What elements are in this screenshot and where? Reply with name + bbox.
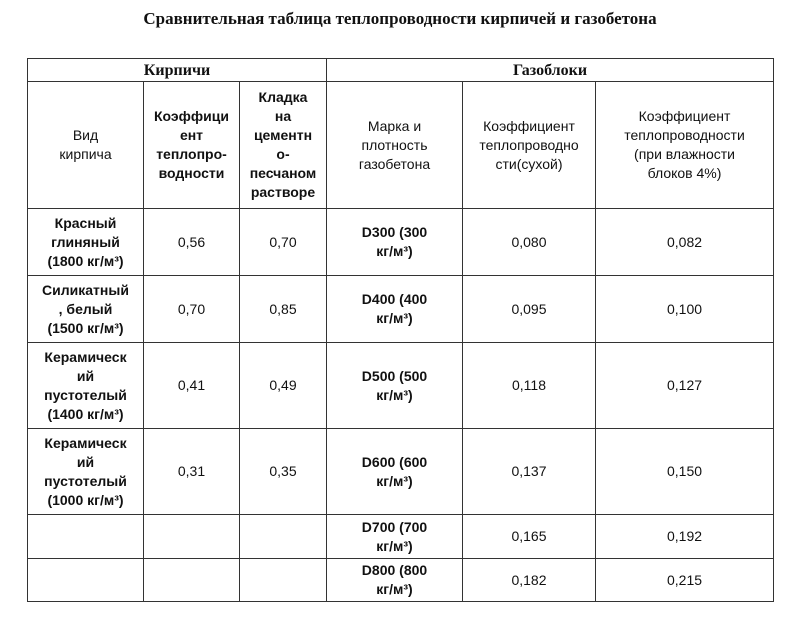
header-line: о- (276, 146, 290, 162)
brick-type-line: (1000 кг/м³) (47, 491, 124, 508)
header-line: (при влажности (634, 146, 735, 162)
brick-type-line: Силикатный (42, 281, 129, 298)
header-line: теплопроводности (624, 127, 745, 143)
header-line: сти(сухой) (495, 155, 563, 172)
gas-dry-cell: 0,118 (463, 343, 596, 429)
page-title: Сравнительная таблица теплопроводности кирпичей и газобетона (143, 9, 657, 28)
brick-type-line: Красный (54, 214, 117, 231)
brick-coefficient-cell (144, 559, 240, 602)
gas-dry-cell: 0,165 (463, 515, 596, 559)
gas-wet-cell: 0,082 (596, 209, 774, 276)
brick-type-line: (1400 кг/м³) (47, 405, 124, 422)
header-line: песчаном (249, 165, 317, 181)
header-line: Коэффициент (638, 108, 731, 124)
header-line: Марка и (367, 117, 422, 134)
column-header-row (28, 82, 774, 209)
brick-masonry-cell: 0,85 (240, 276, 327, 343)
grade-line: кг/м³) (376, 537, 413, 554)
grade-line: кг/м³) (376, 472, 413, 489)
grade-line: кг/м³) (376, 386, 413, 403)
gas-grade-cell (327, 559, 463, 602)
brick-type-cell (28, 276, 144, 343)
gas-grade-cell (327, 429, 463, 515)
gas-wet-cell: 0,100 (596, 276, 774, 343)
comparison-table (27, 58, 774, 602)
header-line: Коэффициент (483, 117, 575, 134)
grade-line: кг/м³) (376, 310, 413, 326)
header-line: теплопроводно (479, 136, 579, 153)
brick-type-line: , белый (58, 300, 113, 317)
header-line: газобетона (358, 155, 431, 172)
gas-grade-cell (327, 343, 463, 429)
brick-masonry-cell (240, 559, 327, 602)
header-brick-coefficient (144, 82, 240, 209)
header-line: теплопро- (156, 146, 227, 162)
table-row (28, 559, 774, 602)
group-header-gas-blocks: Газоблоки (327, 59, 774, 82)
brick-coefficient-cell: 0,70 (144, 276, 240, 343)
header-line: Вид (72, 127, 99, 143)
gas-grade-cell (327, 276, 463, 343)
table-row (28, 515, 774, 559)
grade-line: D700 (700 (361, 518, 428, 535)
brick-type-cell (28, 343, 144, 429)
table-row (28, 276, 774, 343)
header-line: ент (179, 127, 204, 143)
grade-line: D400 (400 (361, 291, 428, 307)
brick-type-line: пустотелый (44, 472, 127, 489)
gas-wet-cell: 0,150 (596, 429, 774, 515)
header-gas-coefficient-wet (596, 82, 774, 209)
header-line: блоков 4%) (647, 165, 722, 181)
header-line: Коэффици (154, 108, 229, 124)
gas-grade-cell (327, 515, 463, 559)
gas-dry-cell: 0,182 (463, 559, 596, 602)
header-line: на (274, 108, 292, 124)
header-gas-grade (327, 82, 463, 209)
brick-coefficient-cell: 0,41 (144, 343, 240, 429)
header-line: Кладка (258, 89, 308, 105)
header-brick-type (28, 82, 144, 209)
gas-dry-cell: 0,080 (463, 209, 596, 276)
group-header-bricks: Кирпичи (28, 59, 327, 82)
brick-masonry-cell (240, 515, 327, 559)
header-line: водности (158, 165, 225, 181)
gas-wet-cell: 0,127 (596, 343, 774, 429)
brick-coefficient-cell (144, 515, 240, 559)
table-row (28, 343, 774, 429)
brick-type-cell (28, 515, 144, 559)
grade-line: D800 (800 (361, 562, 428, 578)
table-row (28, 429, 774, 515)
brick-type-line: ий (76, 367, 95, 384)
brick-type-line: (1500 кг/м³) (47, 319, 124, 336)
brick-type-cell (28, 429, 144, 515)
header-line: цементн (253, 127, 313, 143)
gas-grade-cell (327, 209, 463, 276)
grade-line: D300 (300 (361, 224, 428, 240)
brick-type-line: ий (76, 453, 95, 470)
header-brick-masonry (240, 82, 327, 209)
gas-wet-cell: 0,215 (596, 559, 774, 602)
brick-type-cell (28, 559, 144, 602)
brick-coefficient-cell: 0,31 (144, 429, 240, 515)
group-header-row (28, 59, 774, 82)
grade-line: D500 (500 (361, 367, 428, 384)
brick-masonry-cell: 0,49 (240, 343, 327, 429)
brick-coefficient-cell: 0,56 (144, 209, 240, 276)
brick-masonry-cell: 0,70 (240, 209, 327, 276)
grade-line: кг/м³) (376, 243, 413, 259)
grade-line: кг/м³) (376, 581, 413, 597)
gas-dry-cell: 0,095 (463, 276, 596, 343)
brick-type-line: Керамическ (44, 434, 127, 451)
header-gas-coefficient-dry (463, 82, 596, 209)
header-line: плотность (361, 136, 428, 153)
grade-line: D600 (600 (361, 453, 428, 470)
brick-type-line: Керамическ (44, 348, 127, 365)
gas-dry-cell: 0,137 (463, 429, 596, 515)
brick-type-cell (28, 209, 144, 276)
brick-masonry-cell: 0,35 (240, 429, 327, 515)
header-line: кирпича (59, 146, 112, 162)
brick-type-line: глиняный (51, 233, 120, 250)
header-line: растворе (250, 184, 316, 200)
brick-type-line: пустотелый (44, 386, 127, 403)
gas-wet-cell: 0,192 (596, 515, 774, 559)
brick-type-line: (1800 кг/м³) (47, 252, 124, 269)
table-row (28, 209, 774, 276)
